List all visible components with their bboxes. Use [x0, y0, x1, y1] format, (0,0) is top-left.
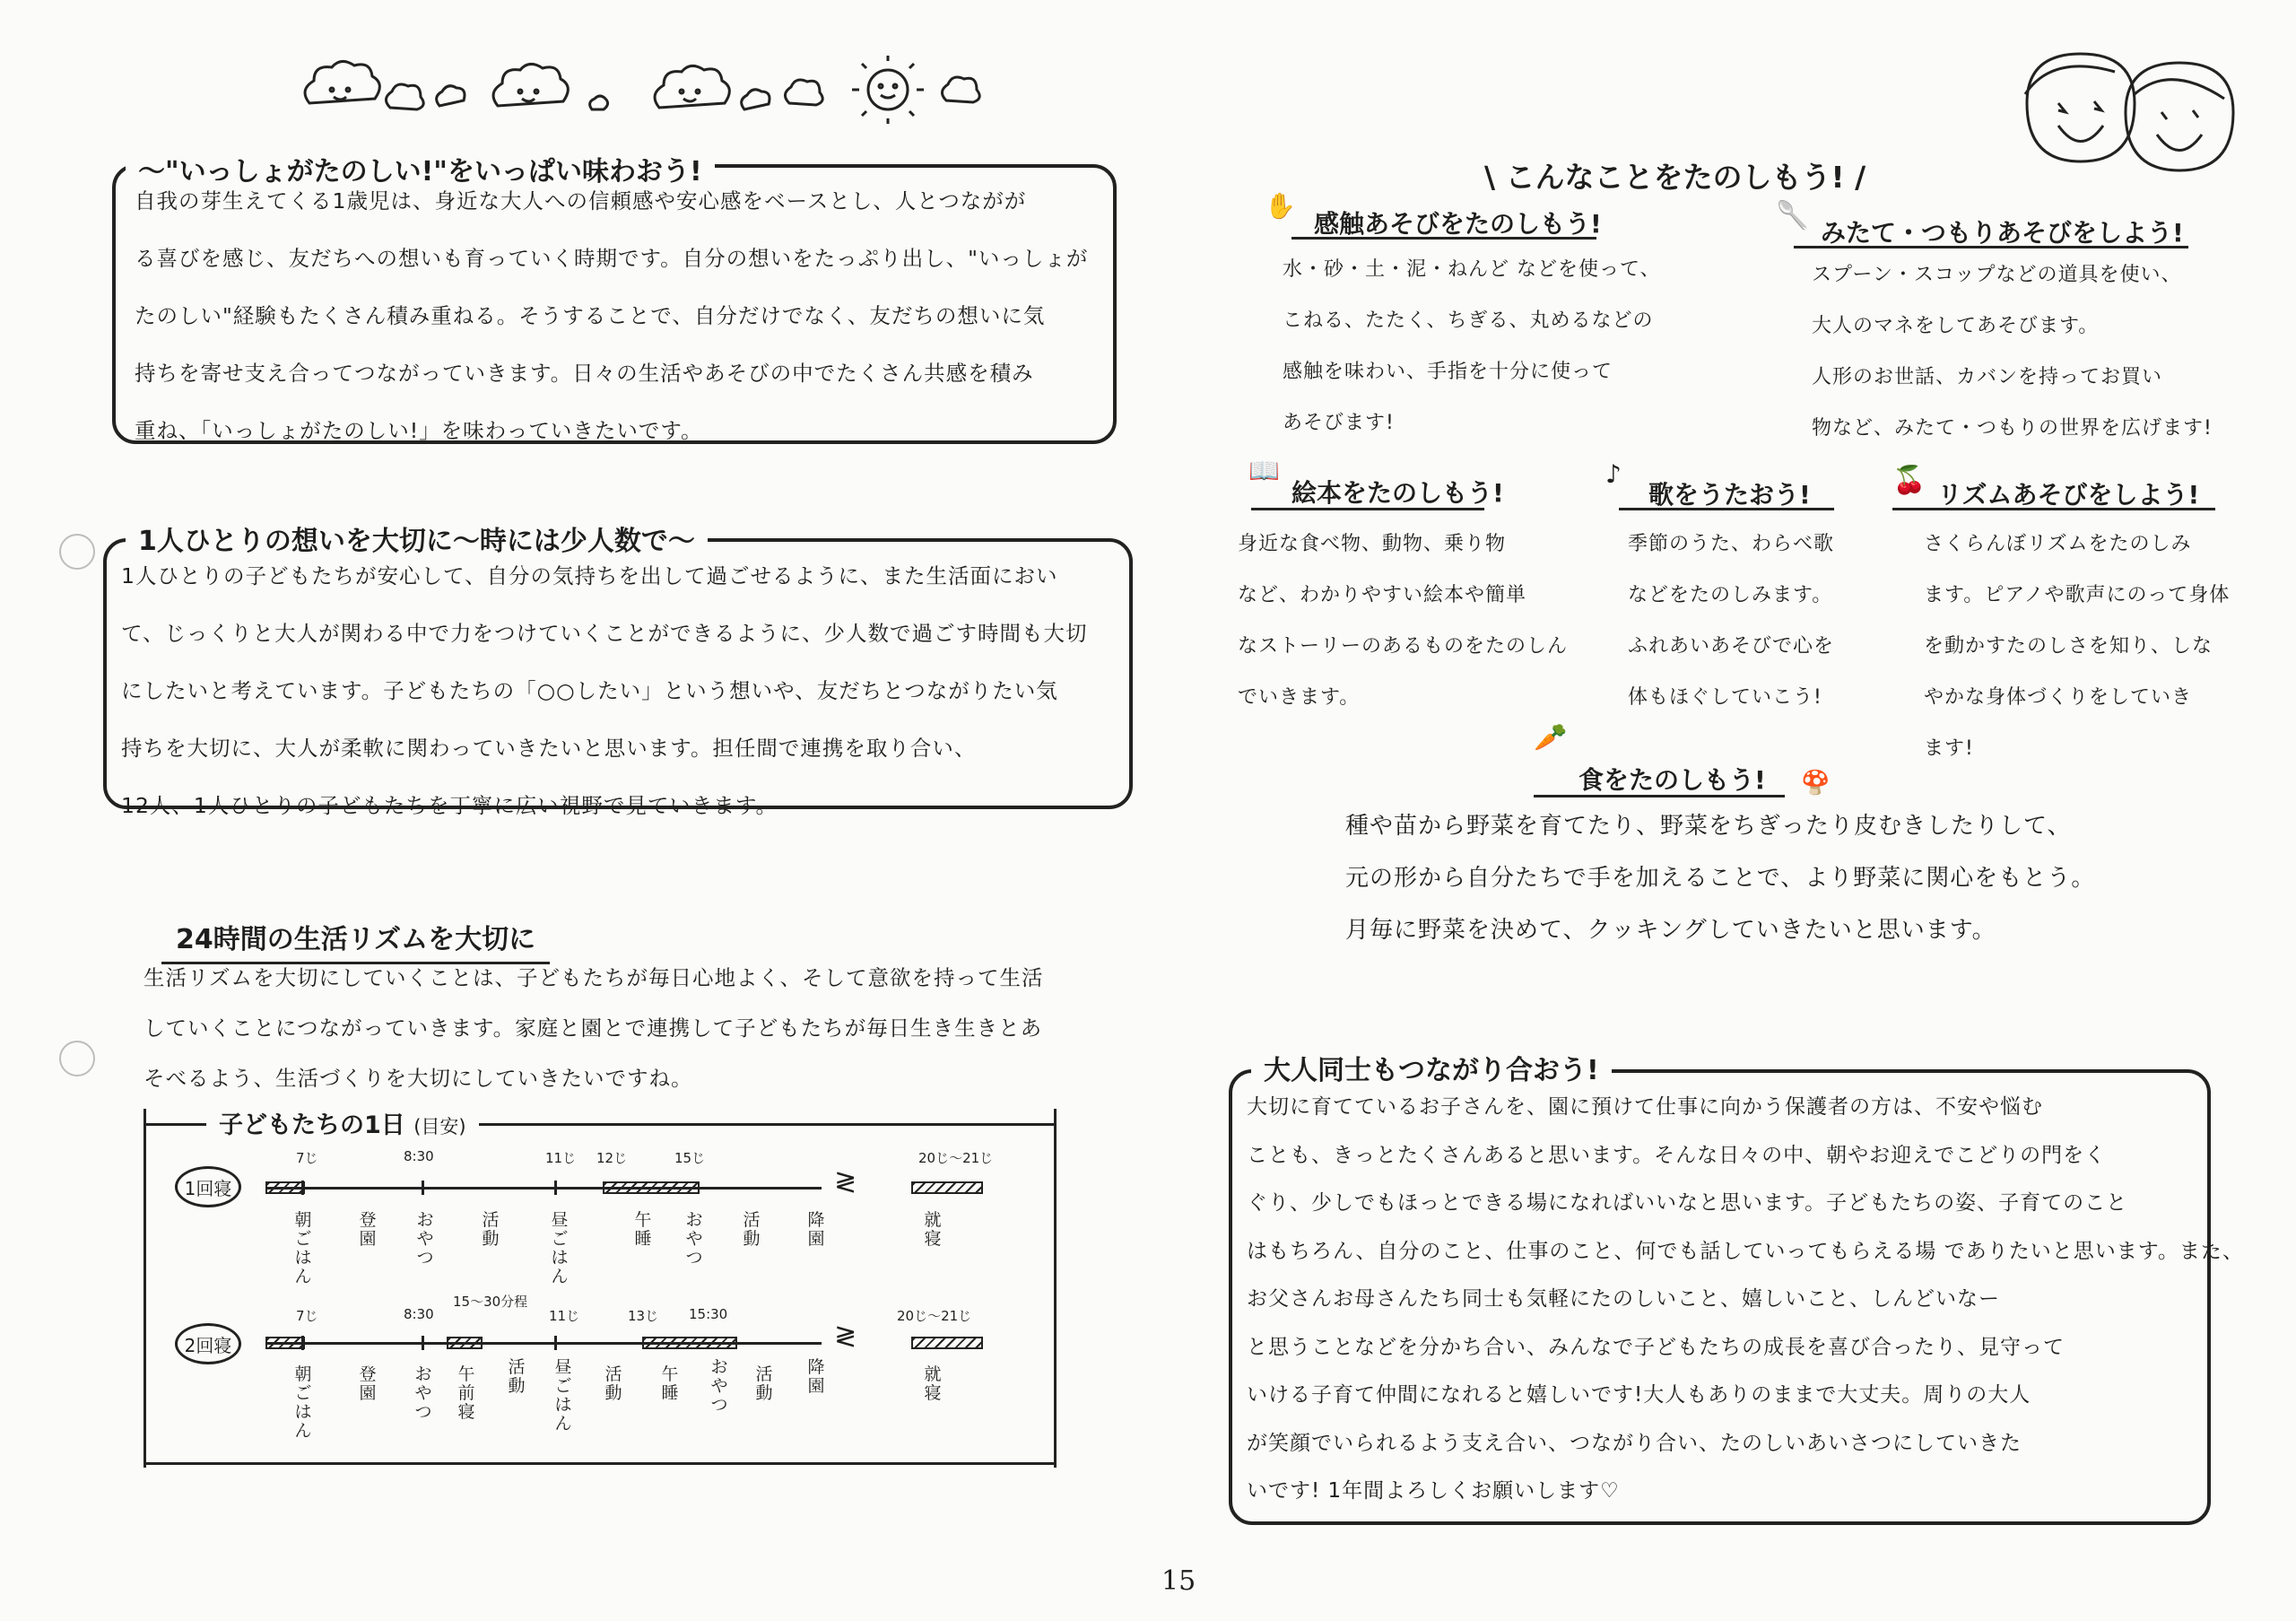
schedule-event: 活動	[482, 1210, 500, 1249]
text-line: 持ちを寄せ支え合ってつながっていきます。日々の生活やあそびの中でたくさん共感を積み	[135, 361, 1034, 386]
section-together-body	[135, 172, 1088, 459]
activity-sensory-title: 感触あそびをたのしもう!	[1314, 209, 1602, 239]
children-faces-illustration	[2009, 49, 2242, 184]
schedule-row2-label: 2回寝	[175, 1323, 241, 1364]
schedule-tick	[554, 1181, 557, 1195]
schedule-time: 8:30	[404, 1306, 434, 1322]
schedule-event: 昼ごはん	[554, 1357, 572, 1434]
schedule-title-text: 子どもたちの1日	[219, 1111, 405, 1139]
schedule-row1-label: 1回寝	[175, 1166, 241, 1207]
schedule-event: 就寝	[924, 1364, 942, 1403]
text-line: 体もほぐしていこう!	[1628, 686, 1822, 709]
section-individual-title: 1人ひとりの想いを大切に〜時には少人数で〜	[126, 519, 708, 558]
schedule-row1-break-mark: ≷	[834, 1166, 857, 1198]
text-line: していくことにつながっていきます。家庭と園とで連携して子どもたちが毎日生き生きとあ	[144, 1015, 1043, 1041]
schedule-time: 15〜30分程	[453, 1294, 528, 1310]
text-line: いです! 1年間よろしくお願いします♡	[1247, 1479, 1620, 1503]
activity-rhythm-body	[1924, 519, 2230, 774]
schedule-time: 11じ	[549, 1308, 580, 1324]
text-line: 自我の芽生えてくる1歳児は、身近な大人への信頼感や安心感をベースとし、人とつながが	[135, 188, 1027, 214]
text-line: そべるよう、生活づくりを大切にしていきたいですね。	[144, 1066, 693, 1091]
schedule-event: おやつ	[414, 1364, 432, 1422]
cloud-decoration-row	[296, 54, 1013, 126]
schedule-time: 11じ	[545, 1150, 577, 1166]
schedule-tick	[422, 1181, 424, 1195]
spoon-icon: 🥄	[1776, 200, 1810, 231]
text-line: 大切に育てているお子さんを、園に預けて仕事に向かう保護者の方は、不安や悩む	[1247, 1095, 2043, 1119]
schedule-event: 降園	[807, 1210, 825, 1249]
text-line: 水・砂・土・泥・ねんど などを使って、	[1283, 258, 1661, 281]
text-line: が笑顔でいられるよう支え合い、つながり合い、たのしいあいさつにしていきた	[1247, 1431, 2022, 1455]
schedule-time: 7じ	[296, 1150, 318, 1166]
text-line: 種や苗から野菜を育てたり、野菜をちぎったり皮むきしたりして、	[1345, 813, 2072, 840]
text-line: こねる、たたく、ちぎる、丸めるなどの	[1283, 309, 1654, 332]
text-line: ぐり、少しでもほっとできる場になればいいなと思います。子どもたちの姿、子育てのこと	[1247, 1191, 2128, 1215]
schedule-time: 13じ	[628, 1308, 659, 1324]
text-line: いける子育て仲間になれると嬉しいです!大人もありのままで大丈夫。周りの大人	[1247, 1383, 2031, 1407]
text-line: 人形のお世話、カバンを持ってお買い	[1812, 366, 2163, 388]
section-rhythm-title: 24時間の生活リズムを大切に	[161, 917, 550, 964]
section-adults-body	[1247, 1084, 2244, 1516]
schedule-event: おやつ	[685, 1210, 703, 1268]
activity-songs-underline	[1619, 508, 1834, 510]
text-line: スプーン・スコップなどの道具を使い、	[1812, 264, 2182, 286]
text-line: 大人のマネをしてあそびます。	[1812, 315, 2100, 337]
schedule-event: 活動	[743, 1210, 761, 1249]
section-rhythm-body	[144, 953, 1044, 1103]
section-adults-title: 大人同士もつながり合おう!	[1251, 1048, 1612, 1087]
text-line: お父さんお母さんたち同士も気軽にたのしいこと、嬉しいこと、しんどいなー	[1247, 1287, 2000, 1311]
schedule-event: 就寝	[924, 1210, 942, 1249]
carrot-icon: 🥕	[1534, 722, 1568, 754]
hand-icon: ✋	[1265, 191, 1296, 221]
music-note-icon: ♪	[1605, 459, 1622, 489]
text-line: 月毎に野菜を決めて、クッキングしていきたいと思います。	[1345, 917, 1996, 944]
schedule-title	[206, 1105, 479, 1140]
schedule-time: 7じ	[296, 1308, 318, 1324]
section-together-title: 〜"いっしょがたのしい!"をいっぱい味わおう!	[126, 149, 715, 188]
text-line: 身近な食べ物、動物、乗り物	[1238, 533, 1507, 555]
text-line: 持ちを大切に、大人が柔軟に関わっていきたいと思います。担任間で連携を取り合い、	[121, 736, 977, 761]
activity-pretend-title: みたて・つもりあそびをしよう!	[1821, 218, 2184, 248]
schedule-event: おやつ	[710, 1357, 728, 1415]
schedule-row2-sleep-bar	[911, 1337, 983, 1349]
activity-books-underline	[1251, 508, 1484, 510]
activities-main-title: \ こんなことをたのしもう! /	[1484, 160, 1866, 195]
schedule-frame-bottom	[144, 1462, 1057, 1465]
text-line: 感触を味わい、手指を十分に使って	[1283, 361, 1613, 383]
schedule-frame-left	[144, 1109, 146, 1468]
schedule-event: 朝ごはん	[294, 1210, 312, 1286]
schedule-event: 午睡	[661, 1364, 679, 1403]
activity-rhythm-underline	[1892, 508, 2215, 510]
activity-rhythm-title: リズムあそびをしよう!	[1937, 480, 2200, 510]
activity-books-title: 絵本をたのしもう!	[1292, 478, 1504, 508]
text-line: 1人ひとりの子どもたちが安心して、自分の気持ちを出して過ごせるように、また生活面におい	[121, 563, 1058, 588]
page-number: 15	[1161, 1565, 1196, 1597]
text-line: さくらんぼリズムをたのしみ	[1924, 533, 2192, 555]
schedule-event: 登園	[359, 1364, 377, 1403]
activity-sensory-body	[1283, 244, 1661, 449]
schedule-event: 午睡	[634, 1210, 652, 1249]
activity-pretend-body	[1812, 249, 2213, 454]
schedule-row1-sleep-bar	[911, 1181, 983, 1194]
text-line: 元の形から自分たちで手を加えることで、より野菜に関心をもとう。	[1345, 865, 2096, 892]
text-line: やかな身体づくりをしていき	[1924, 686, 2193, 709]
activity-sensory-underline	[1292, 237, 1596, 240]
text-line: でいきます。	[1238, 686, 1361, 709]
section-individual-body	[121, 547, 1088, 834]
text-line: を動かすたのしさを知り、しな	[1924, 635, 2213, 658]
text-line: 生活リズムを大切にしていくことは、子どもたちが毎日心地よく、そして意欲を持って生活	[144, 965, 1044, 990]
text-line: たのしい"経験もたくさん積み重ねる。そうすることで、自分だけでなく、友だちの想いに気	[135, 303, 1046, 328]
schedule-row2-line	[265, 1342, 822, 1345]
schedule-event: 朝ごはん	[294, 1364, 312, 1441]
text-line: 12人、1人ひとりの子どもたちを丁寧に広い視野で見ていきます。	[121, 793, 778, 818]
schedule-tick	[301, 1336, 304, 1350]
schedule-tick	[301, 1181, 304, 1195]
schedule-tick	[554, 1336, 557, 1350]
activity-songs-body	[1628, 519, 1834, 723]
text-line: にしたいと考えています。子どもたちの「○○したい」という想いや、友だちとつながりたい気	[121, 678, 1058, 703]
schedule-time: 15:30	[689, 1306, 728, 1322]
schedule-time: 8:30	[404, 1148, 434, 1164]
schedule-row2-morning-nap-bar	[447, 1337, 483, 1349]
activity-food-body	[1345, 800, 2095, 956]
activity-pretend-underline	[1794, 246, 2188, 248]
text-line: ます。ピアノや歌声にのって身体	[1924, 584, 2231, 606]
schedule-row1-nap-bar	[603, 1181, 700, 1194]
schedule-event: 昼ごはん	[551, 1210, 569, 1286]
schedule-event: 活動	[508, 1357, 526, 1396]
text-line: て、じっくりと大人が関わる中で力をつけていくことができるように、少人数で過ごす時間も大切	[121, 621, 1088, 646]
text-line: あそびます!	[1283, 412, 1395, 434]
book-icon: 📖	[1248, 456, 1280, 485]
text-line: はもちろん、自分のこと、仕事のこと、何でも話していってもらえる場 でありたいと思います。また、	[1247, 1239, 2244, 1263]
activity-food-underline	[1534, 795, 1785, 797]
text-line: ます!	[1924, 737, 1974, 760]
text-line: ふれあいあそびで心を	[1628, 635, 1835, 658]
schedule-row2-nap-bar	[642, 1337, 737, 1349]
schedule-tick	[422, 1336, 424, 1350]
schedule-event: 活動	[604, 1364, 622, 1403]
schedule-event: 活動	[755, 1364, 773, 1403]
mushroom-icon: 🍄	[1801, 770, 1831, 797]
schedule-row1-line	[265, 1187, 822, 1190]
text-line: 季節のうた、わらべ歌	[1628, 533, 1835, 555]
activity-books-body	[1238, 519, 1568, 723]
text-line: 物など、みたて・つもりの世界を広げます!	[1812, 417, 2213, 440]
schedule-event: おやつ	[416, 1210, 434, 1268]
schedule-note: (目安)	[413, 1116, 466, 1137]
text-line: る喜びを感じ、友だちへの想いも育っていく時期です。自分の想いをたっぷり出し、"いっしょが	[135, 246, 1089, 271]
text-line: 重ね、「いっしょがたのしい!」を味わっていきたいです。	[135, 418, 703, 443]
text-line: なストーリーのあるものをたのしん	[1238, 635, 1569, 658]
schedule-event: 降園	[807, 1357, 825, 1396]
schedule-row2-break-mark: ≷	[834, 1320, 857, 1352]
text-line: などをたのしみます。	[1628, 584, 1833, 606]
punch-hole-top	[59, 534, 95, 570]
schedule-row1-start-bar	[265, 1181, 305, 1194]
text-line: など、わかりやすい絵本や簡単	[1238, 584, 1527, 606]
cherry-icon: 🍒	[1892, 465, 1926, 496]
text-line: と思うことなどを分かち合い、みんなで子どもたちの成長を喜び合ったり、見守って	[1247, 1335, 2065, 1359]
text-line: ことも、きっとたくさんあると思います。そんな日々の中、朝やお迎えでこどりの門をく	[1247, 1143, 2107, 1167]
schedule-event: 午前寝	[457, 1364, 475, 1422]
activity-songs-title: 歌をうたおう!	[1648, 480, 1811, 510]
schedule-time: 12じ	[596, 1150, 628, 1166]
activity-food-title: 食をたのしもう!	[1578, 765, 1766, 795]
schedule-time: 20じ〜21じ	[918, 1150, 994, 1166]
schedule-time: 20じ〜21じ	[897, 1308, 972, 1324]
punch-hole-bottom	[59, 1041, 95, 1076]
schedule-time: 15じ	[674, 1150, 706, 1166]
schedule-event: 登園	[359, 1210, 377, 1249]
schedule-frame-right	[1054, 1109, 1057, 1468]
schedule-row2-start-bar	[265, 1337, 305, 1349]
